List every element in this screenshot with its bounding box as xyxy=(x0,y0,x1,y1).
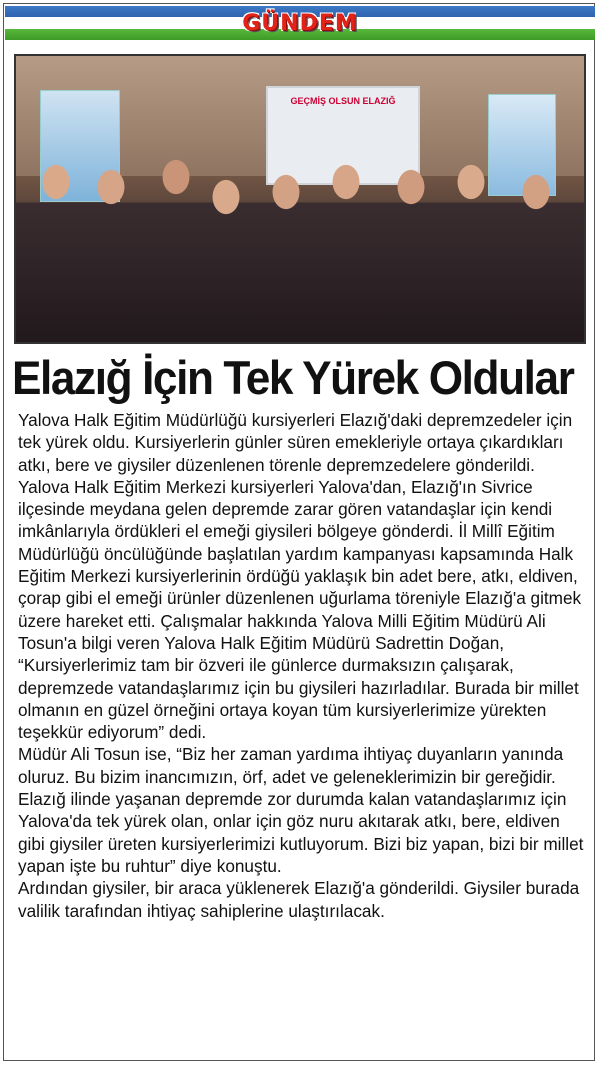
article-paragraph: Müdür Ali Tosun ise, “Biz her zaman yardıma ihtiyaç duyanların yanında oluruz. Bu bizim inancımızın, örf, adet ve geleneklerimizin bir gereğidir. Elazığ ilinde yaşanan depremde zor durumda kalan vatandaşlarımız için Yalova'da tek yürek olan, onlar için göz nuru akıtarak atkı, bere, eldiven gibi giysiler üreten kursiyerlerimizi kutluyorum. Bizi biz yapan, bizi bir millet yapan işte bu ruhtur” diye konuştu. xyxy=(18,744,584,876)
article-paragraph: Ardından giysiler, bir araca yüklenerek Elazığ'a gönderildi. Giysiler burada valilik tarafından ihtiyaç sahiplerine ulaştırılacak. xyxy=(18,878,580,921)
headline: Elazığ İçin Tek Yürek Oldular xyxy=(12,351,574,404)
section-label: GÜNDEM xyxy=(242,11,358,36)
article-body xyxy=(18,409,586,922)
section-header-band xyxy=(5,6,595,40)
article-paragraph: Yalova Halk Eğitim Merkezi kursiyerleri Yalova'dan, Elazığ'ın Sivrice ilçesinde meydana gelen depremde zarar gören vatandaşlar için kendi imkânlarıyla ördükleri el emeği giysileri bölgeye gönderdi. İl Millî Eğitim Müdürlüğü öncülüğünde başlatılan yardım kampanyası kapsamında Halk Eğitim Merkezi kursiyerlerinin ördüğü yaklaşık bin adet bere, atkı, eldiven, çorap gibi el emeği ürünler düzenlenen uğurlama töreniyle Elazığ'a gitmek üzere hareket etti. Çalışmalar hakkında Yalova Milli Eğitim Müdürü Ali Tosun'a bilgi veren Yalova Halk Eğitim Müdürü Sadrettin Doğan, “Kursiyerlerimiz tam bir özveri ile günlerce durmaksızın çalışarak, depremzede vatandaşlarımız için bu giysileri hazırladılar. Burada bir millet olmanın en güzel örneğini ortaya koyan tüm kursiyerlerimize yürekten teşekkür ediyorum” dedi. xyxy=(18,476,582,743)
photo-screen-text: GEÇMİŞ OLSUN ELAZIĞ xyxy=(290,96,396,106)
news-photo xyxy=(14,54,586,344)
article-paragraph: Yalova Halk Eğitim Müdürlüğü kursiyerleri Elazığ'daki depremzedeler için tek yürek oldu. Kursiyerlerin günler süren emekleriyle ortaya çıkardıkları atkı, bere ve giysiler düzenlenen törenle depremzedelere gönderildi. xyxy=(18,410,573,475)
photo-crowd xyxy=(16,142,584,342)
